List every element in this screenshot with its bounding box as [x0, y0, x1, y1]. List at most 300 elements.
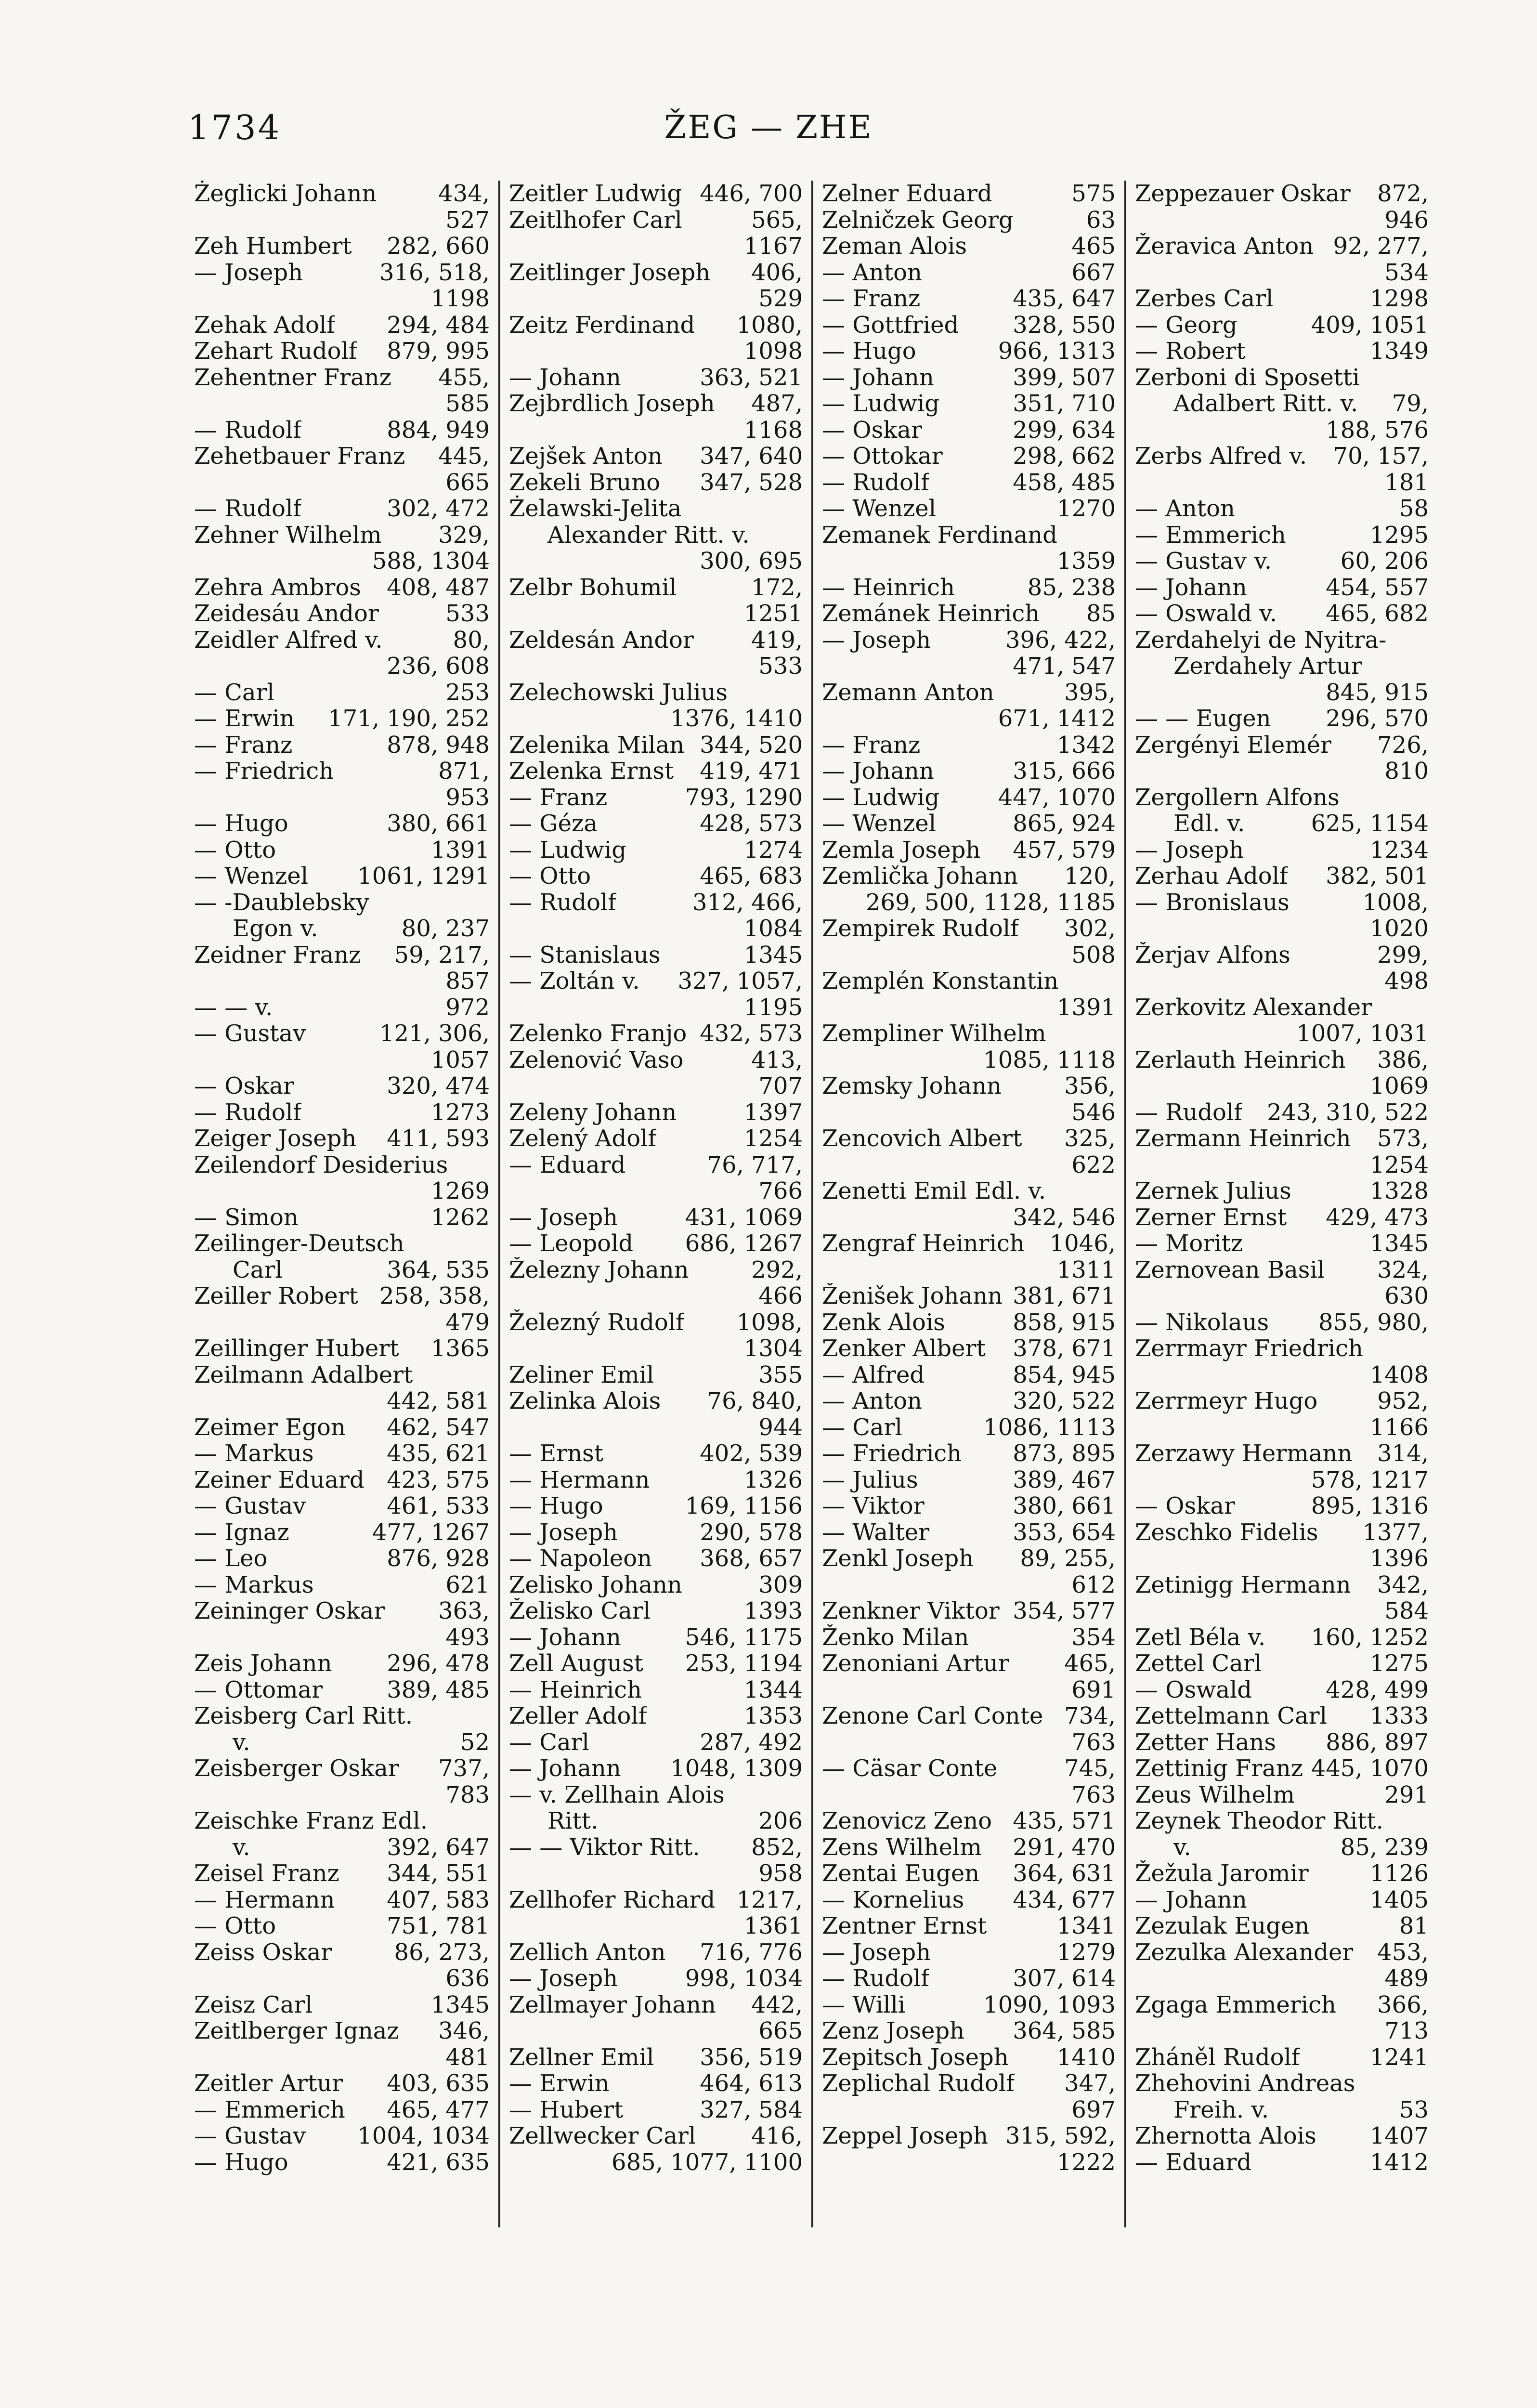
entry-pages: 315, 592, [1005, 2123, 1116, 2149]
index-entry [822, 575, 1116, 601]
index-entry [1135, 1440, 1429, 1467]
index-entry [1135, 1414, 1429, 1441]
index-entry [1135, 680, 1429, 706]
index-entry [194, 732, 490, 759]
entry-name: — Willi [822, 1991, 906, 2018]
index-entry [509, 1677, 803, 1703]
index-entry [1135, 365, 1429, 391]
entry-pages: 389, 467 [1013, 1466, 1116, 1493]
index-entry [1135, 863, 1429, 890]
index-entry [194, 522, 490, 549]
index-entry [194, 181, 490, 207]
index-entry [509, 1073, 803, 1099]
entry-pages: 421, 635 [387, 2149, 490, 2175]
index-entry [194, 1729, 490, 1756]
entry-name: Zeis Johann [194, 1650, 332, 1677]
index-entry [509, 758, 803, 785]
entry-pages: 878, 948 [387, 732, 490, 758]
entry-pages: 312, 466, [692, 889, 803, 916]
entry-pages: 873, 895 [1013, 1440, 1116, 1467]
entry-name: — Franz [822, 286, 921, 312]
entry-name: — Carl [822, 1414, 902, 1440]
index-entry [194, 890, 490, 916]
entry-name: — Heinrich [509, 1676, 642, 1703]
entry-pages: 366, [1377, 1991, 1429, 2018]
entry-name: Zencovich Albert [822, 1125, 1022, 1152]
index-entry [509, 1047, 803, 1073]
entry-pages: 364, 535 [387, 1256, 490, 1283]
index-entry [1135, 522, 1429, 549]
index-entry [1135, 2097, 1429, 2123]
index-entry [194, 1309, 490, 1336]
index-entry [1135, 1703, 1429, 1729]
entry-name: Zelinka Alois [509, 1388, 661, 1414]
entry-pages: 946 [1384, 207, 1429, 233]
entry-name: Zerdahelyi de Nyitra- [1135, 627, 1387, 653]
entry-pages: 80, [453, 627, 490, 653]
entry-pages: 368, 657 [700, 1545, 803, 1572]
entry-name: Zerhau Adolf [1135, 863, 1288, 890]
entry-pages: 316, 518, [379, 259, 490, 286]
entry-name: — Hugo [194, 811, 288, 837]
entry-name: Zezulka Alexander [1135, 1939, 1354, 1965]
entry-pages: 363, 521 [700, 364, 803, 391]
index-entry [822, 1230, 1116, 1257]
index-entry [509, 1099, 803, 1126]
index-entry [822, 1362, 1116, 1388]
index-entry [822, 522, 1116, 549]
entry-pages: 533 [445, 601, 490, 627]
entry-name: Zehak Adolf [194, 312, 336, 338]
index-entry [194, 1257, 490, 1283]
index-entry [509, 627, 803, 654]
entry-name: — Rudolf [509, 889, 617, 916]
index-entry [1135, 916, 1429, 942]
index-entry [822, 837, 1116, 864]
index-entry [194, 1230, 490, 1257]
page-header [0, 96, 1537, 159]
entry-pages: 86, 273, [394, 1939, 490, 1965]
entry-pages [484, 1703, 490, 1729]
entry-pages: 1273 [430, 1099, 490, 1125]
index-entry [194, 1598, 490, 1624]
entry-name: Zemplén Konstantin [822, 968, 1059, 995]
index-entry [822, 365, 1116, 391]
entry-pages: 346, [438, 2018, 490, 2044]
entry-pages: 291, 470 [1013, 1834, 1116, 1860]
entry-name: Zemanek Ferdinand [822, 522, 1057, 548]
entry-name: — Wenzel [822, 811, 937, 837]
entry-pages: 89, 255, [1020, 1545, 1116, 1572]
entry-pages: 406, [751, 259, 803, 286]
index-entry [509, 181, 803, 207]
entry-pages: 876, 928 [387, 1545, 490, 1572]
entry-name: Zehner Wilhelm [194, 522, 382, 548]
index-entry [1135, 1493, 1429, 1519]
index-entry [194, 916, 490, 942]
entry-name: — Johann [1135, 574, 1247, 601]
entry-pages: 1304 [743, 1335, 803, 1362]
entry-pages: 858, 915 [1013, 1309, 1116, 1335]
entry-pages: 691 [1071, 1676, 1116, 1703]
index-entry [1135, 1152, 1429, 1178]
index-entry [822, 706, 1116, 732]
index-entry [1135, 1519, 1429, 1546]
entry-name: Ženko Milan [822, 1624, 969, 1650]
entry-name: Zerrmeyr Hugo [1135, 1388, 1318, 1414]
entry-pages: 381, 671 [1013, 1283, 1116, 1309]
index-entry [509, 2070, 803, 2097]
entry-pages: 1341 [1056, 1913, 1116, 1939]
entry-pages: 434, 677 [1013, 1886, 1116, 1913]
index-entry [194, 968, 490, 995]
entry-pages: 85, 238 [1027, 574, 1116, 601]
index-entry [822, 732, 1116, 759]
index-entry [194, 601, 490, 627]
entry-name: — Johann [509, 1755, 621, 1782]
entry-pages: 79, [1392, 391, 1429, 417]
index-entry [509, 1440, 803, 1467]
entry-name: — Walter [822, 1519, 930, 1545]
entry-name: Zeppezauer Oskar [1135, 181, 1351, 207]
index-entry [509, 1125, 803, 1152]
index-entry [194, 1519, 490, 1546]
index-entry [1135, 785, 1429, 811]
entry-pages: 871, [438, 758, 490, 785]
index-entry [509, 338, 803, 365]
entry-pages: 1007, 1031 [1296, 1021, 1429, 1047]
entry-name: Zenovicz Zeno [822, 1808, 992, 1834]
entry-name: — Eduard [509, 1152, 626, 1178]
entry-pages: 585 [445, 391, 490, 417]
index-entry [1135, 706, 1429, 732]
entry-name: Carl [233, 1256, 283, 1283]
index-entry [822, 1860, 1116, 1887]
entry-name: — Franz [509, 784, 608, 811]
index-entry [1135, 1335, 1429, 1362]
entry-pages: 845, 915 [1326, 679, 1429, 706]
entry-name: Zejbrdlich Joseph [509, 391, 715, 417]
entry-pages: 952, [1377, 1388, 1429, 1414]
index-entry [1135, 443, 1429, 470]
entry-pages: 622 [1071, 1152, 1116, 1178]
entry-name: Zerdahely Artur [1173, 653, 1362, 680]
entry-pages: 386, [1377, 1047, 1429, 1073]
entry-pages: 296, 570 [1326, 706, 1429, 732]
entry-name: — Rudolf [822, 1965, 930, 1992]
entry-pages: 428, 499 [1326, 1676, 1429, 1703]
entry-name: Zezulak Eugen [1135, 1913, 1310, 1939]
entry-pages: 447, 1070 [998, 784, 1116, 811]
entry-pages: 1198 [430, 286, 490, 312]
index-entry [509, 1519, 803, 1546]
entry-name: — — Viktor Ritt. [509, 1834, 700, 1860]
entry-pages: 879, 995 [387, 338, 490, 365]
index-entry [822, 916, 1116, 942]
entry-pages: 1270 [1056, 496, 1116, 522]
index-entry [509, 260, 803, 286]
index-entry [194, 1939, 490, 1966]
entry-name: Zeisberger Oskar [194, 1755, 399, 1782]
index-entry [194, 1493, 490, 1519]
entry-pages: 1090, 1093 [983, 1991, 1116, 2018]
index-entry [194, 1414, 490, 1441]
entry-name: Zeidner Franz [194, 942, 361, 968]
entry-pages: 416, [751, 2123, 803, 2149]
entry-pages: 852, [751, 1834, 803, 1860]
entry-pages [484, 890, 490, 916]
index-entry [194, 1047, 490, 1073]
entry-name: Zeiss Oskar [194, 1939, 332, 1965]
index-entry [1135, 890, 1429, 916]
entry-pages: 1344 [743, 1676, 803, 1703]
entry-pages: 1195 [743, 994, 803, 1021]
entry-pages: 1391 [430, 837, 490, 863]
entry-pages: 1407 [1369, 2123, 1429, 2149]
entry-name: Železny Johann [509, 1256, 689, 1283]
index-entry [1135, 1755, 1429, 1782]
entry-pages: 85 [1086, 601, 1116, 627]
entry-name: Zelenović Vaso [509, 1047, 684, 1073]
entry-pages: 1020 [1369, 916, 1429, 942]
entry-name: — Joseph [822, 627, 931, 653]
entry-name: — Gustav v. [1135, 548, 1272, 575]
index-entry [822, 1939, 1116, 1966]
entry-name: Zeiller Robert [194, 1283, 358, 1309]
entry-pages: 300, 695 [700, 548, 803, 575]
entry-pages: 188, 576 [1326, 417, 1429, 443]
entry-pages: 457, 579 [1013, 837, 1116, 863]
index-entry [1135, 207, 1429, 234]
entry-pages: 76, 717, [707, 1152, 803, 1178]
index-entry [194, 942, 490, 968]
entry-name: Żelawski-Jelita [509, 496, 682, 522]
entry-name: — Wenzel [822, 496, 937, 522]
entry-pages: 763 [1071, 1781, 1116, 1808]
index-entry [1135, 942, 1429, 968]
entry-name: Zentner Ernst [822, 1913, 987, 1939]
index-entry [822, 1152, 1116, 1178]
entry-name: Zeilmann Adalbert [194, 1361, 413, 1388]
entry-name: Egon v. [233, 916, 318, 942]
entry-pages [1423, 653, 1429, 680]
entry-name: Zempirek Rudolf [822, 916, 1019, 942]
index-entry [822, 942, 1116, 968]
entry-pages: 1057 [430, 1047, 490, 1073]
index-entry [822, 2097, 1116, 2123]
entry-pages: 734, [1064, 1703, 1116, 1729]
entry-name: Zeininger Oskar [194, 1598, 385, 1624]
entry-pages: 462, 547 [387, 1414, 490, 1440]
entry-pages: 1405 [1369, 1886, 1429, 1913]
entry-name: — Georg [1135, 312, 1237, 338]
entry-name: Zengraf Heinrich [822, 1230, 1025, 1257]
index-entry [1135, 1230, 1429, 1257]
entry-pages: 53 [1399, 2096, 1429, 2123]
entry-pages: 1269 [430, 1178, 490, 1204]
entry-pages: 76, 840, [707, 1388, 803, 1414]
entry-pages: 299, [1377, 942, 1429, 968]
index-entry [1135, 627, 1429, 654]
entry-name: Zeldesán Andor [509, 627, 694, 653]
entry-pages: 402, 539 [700, 1440, 803, 1467]
entry-name: — Rudolf [194, 496, 302, 522]
index-entry [194, 312, 490, 339]
entry-name: — Ludwig [822, 784, 939, 811]
entry-name: — Oskar [822, 417, 922, 443]
entry-pages: 435, 621 [387, 1440, 490, 1467]
entry-pages [797, 522, 803, 549]
entry-pages: 1254 [1369, 1152, 1429, 1178]
index-entry [509, 601, 803, 627]
index-entry [194, 1703, 490, 1729]
index-entry [1135, 470, 1429, 496]
index-entry [509, 890, 803, 916]
entry-name: — Napoleon [509, 1545, 652, 1572]
index-entry [509, 1598, 803, 1624]
entry-name: — Oskar [194, 1073, 294, 1099]
entry-pages: 895, 1316 [1311, 1493, 1429, 1519]
entry-pages: 58 [1399, 496, 1429, 522]
index-entry [194, 1073, 490, 1099]
entry-name: — Johann [509, 1624, 621, 1650]
entry-name: Zenone Carl Conte [822, 1703, 1043, 1729]
entry-pages: 685, 1077, 1100 [612, 2149, 803, 2175]
entry-name: Zenoniani Artur [822, 1650, 1009, 1677]
entry-name: Ženišek Johann [822, 1283, 1003, 1309]
index-entry [1135, 1808, 1429, 1834]
entry-pages: 1295 [1369, 522, 1429, 548]
entry-name: Zeidesáu Andor [194, 601, 379, 627]
index-entry [1135, 1125, 1429, 1152]
entry-pages: 399, 507 [1013, 364, 1116, 391]
index-entry [1135, 995, 1429, 1021]
entry-pages: 493 [445, 1624, 490, 1650]
index-entry [822, 1178, 1116, 1204]
entry-name: Zerboni di Sposetti [1135, 364, 1360, 391]
entry-pages: 364, 585 [1013, 2018, 1116, 2044]
entry-name: — Rudolf [194, 1099, 302, 1125]
index-entry [509, 732, 803, 759]
entry-pages: 884, 949 [387, 417, 490, 443]
index-entry [509, 207, 803, 234]
entry-name: — Géza [509, 811, 598, 837]
index-entry [194, 653, 490, 680]
entry-pages: 1085, 1118 [983, 1047, 1116, 1073]
entry-pages [1423, 785, 1429, 811]
entry-pages: 1262 [430, 1204, 490, 1230]
entry-name: — Oswald [1135, 1676, 1252, 1703]
index-entry [822, 1887, 1116, 1913]
entry-name: Zettelmann Carl [1135, 1703, 1327, 1729]
index-entry [509, 995, 803, 1021]
index-entry [194, 811, 490, 837]
entry-pages: 407, 583 [387, 1886, 490, 1913]
entry-pages: 533 [758, 653, 803, 680]
entry-pages: 1251 [743, 601, 803, 627]
entry-name: — Ernst [509, 1440, 604, 1467]
entry-pages [1423, 2070, 1429, 2097]
entry-name: — Viktor [822, 1493, 925, 1519]
entry-pages: 453, [1377, 1939, 1429, 1965]
entry-name: Zeitlberger Ignaz [194, 2018, 399, 2044]
entry-name: Zeisel Franz [194, 1860, 339, 1887]
index-entry [1135, 233, 1429, 260]
entry-pages: 63 [1086, 207, 1116, 233]
entry-pages: 355 [758, 1361, 803, 1388]
entry-pages: 1098 [743, 338, 803, 365]
index-entry [509, 2123, 803, 2149]
entry-pages: 588, 1304 [372, 548, 490, 575]
entry-pages: 671, 1412 [998, 706, 1116, 732]
entry-pages: 327, 1057, [677, 968, 803, 995]
entry-name: — Kornelius [822, 1886, 964, 1913]
index-entry [822, 811, 1116, 837]
index-entry [1135, 1965, 1429, 1992]
entry-pages: 1126 [1369, 1860, 1429, 1887]
index-entry [194, 1887, 490, 1913]
entry-pages: 351, 710 [1013, 391, 1116, 417]
entry-name: Zetl Béla v. [1135, 1624, 1266, 1650]
index-entry [822, 1309, 1116, 1336]
entry-pages: 763 [1071, 1729, 1116, 1755]
entry-pages: 1396 [1369, 1545, 1429, 1572]
index-entry [194, 2149, 490, 2176]
index-entry [1135, 732, 1429, 759]
index-entry [194, 1440, 490, 1467]
entry-pages: 621 [445, 1571, 490, 1598]
entry-pages: 344, 551 [387, 1860, 490, 1887]
entry-name: Zemann Anton [822, 679, 994, 706]
entry-name: Zetter Hans [1135, 1729, 1276, 1755]
entry-name: — Erwin [194, 706, 295, 732]
entry-name: — Simon [194, 1204, 299, 1230]
entry-pages: 435, 571 [1013, 1808, 1116, 1834]
entry-name: Žeravica Anton [1135, 233, 1314, 260]
entry-name: — Franz [194, 732, 293, 758]
entry-pages [1423, 1808, 1429, 1834]
entry-name: Zeisz Carl [194, 1991, 313, 2018]
index-entry [822, 470, 1116, 496]
entry-pages: 455, [438, 364, 490, 391]
entry-name: — Ludwig [509, 837, 626, 863]
entry-name: Zentai Eugen [822, 1860, 980, 1887]
entry-pages: 886, 897 [1326, 1729, 1429, 1755]
entry-pages: 292, [751, 1256, 803, 1283]
entry-name: — Joseph [509, 1204, 618, 1230]
entry-pages: 320, 474 [387, 1073, 490, 1099]
entry-name: — Heinrich [822, 574, 955, 601]
entry-pages [484, 1808, 490, 1834]
entry-name: Zelničzek Georg [822, 207, 1014, 233]
entry-pages: 1328 [1369, 1178, 1429, 1204]
index-entry [822, 2018, 1116, 2044]
entry-name: Adalbert Ritt. v. [1173, 391, 1358, 417]
entry-pages: 477, 1267 [372, 1519, 490, 1545]
entry-pages: 290, 578 [700, 1519, 803, 1545]
entry-pages: 347, 528 [700, 469, 803, 496]
index-entry [194, 2070, 490, 2097]
index-entry [194, 706, 490, 732]
entry-name: Železný Rudolf [509, 1309, 684, 1335]
index-entry [194, 1021, 490, 1047]
index-entry [1135, 1887, 1429, 1913]
entry-name: Zeus Wilhelm [1135, 1781, 1295, 1808]
index-entry [822, 1703, 1116, 1729]
index-entry [509, 1703, 803, 1729]
entry-pages: 1069 [1369, 1073, 1429, 1099]
entry-name: — Johann [1135, 1886, 1247, 1913]
